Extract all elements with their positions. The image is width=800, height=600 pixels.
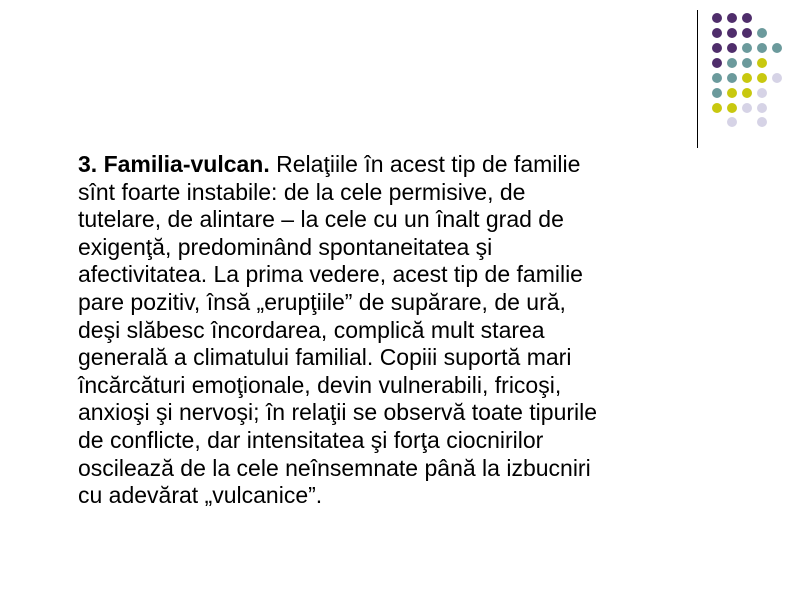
decorative-dot [727, 58, 737, 68]
paragraph-line-11: de conflicte, dar intensitatea şi forţa ciocnirilor [78, 426, 544, 453]
decorative-dot [772, 73, 782, 83]
decorative-dot [712, 28, 722, 38]
decorative-dot [742, 43, 752, 53]
paragraph-family-volcano [78, 151, 768, 510]
paragraph-line-8: generală a climatului familial. Copiii suportă mari [78, 344, 572, 371]
decorative-dot [757, 117, 767, 127]
paragraph-line-10: anxioşi şi nervoşi; în relaţii se observă toate tipurile [78, 399, 598, 426]
decorative-dot [712, 88, 722, 98]
decorative-dot [757, 103, 767, 113]
paragraph-line-6: pare pozitiv, însă „erupţiile” de supărare, de ură, [78, 288, 566, 315]
decorative-dot [757, 73, 767, 83]
decorative-dot [757, 43, 767, 53]
paragraph-line-4: exigenţă, predominând spontaneitatea şi [78, 233, 493, 260]
decorative-dot [742, 58, 752, 68]
decorative-dot [742, 28, 752, 38]
decorative-dot [727, 28, 737, 38]
paragraph-line-5: afectivitatea. La prima vedere, acest tip de familie [78, 261, 583, 288]
decorative-dot [742, 73, 752, 83]
decorative-dot [727, 13, 737, 23]
decorative-dot [712, 103, 722, 113]
decorative-dot [757, 28, 767, 38]
decorative-dot [727, 43, 737, 53]
decorative-dot [757, 88, 767, 98]
decorative-dot [727, 73, 737, 83]
paragraph-line-13: cu adevărat „vulcanice”. [78, 482, 323, 509]
decorative-dot [772, 43, 782, 53]
decorative-dot [727, 88, 737, 98]
decorative-dot [742, 88, 752, 98]
paragraph-line-1-text: Relaţiile în acest tip de familie [269, 151, 581, 177]
paragraph-line-1 [78, 151, 768, 179]
decorative-dot [727, 117, 737, 127]
paragraph-line-7: deşi slăbesc încordarea, complică mult starea [78, 316, 545, 343]
paragraph-line-2: sînt foarte instabile: de la cele permisive, de [78, 178, 526, 205]
paragraph-line-9: încărcături emoţionale, devin vulnerabili, fricoşi, [78, 371, 562, 398]
decorative-dot [712, 43, 722, 53]
decorative-dot [757, 58, 767, 68]
decorative-dot [727, 103, 737, 113]
paragraph-line-12: oscilează de la cele neînsemnate până la izbucniri [78, 454, 591, 481]
decorative-dot [742, 103, 752, 113]
paragraph-line-3: tutelare, de alintare – la cele cu un înalt grad de [78, 206, 564, 233]
decorative-dot-grid [0, 0, 800, 150]
paragraph-heading: 3. Familia-vulcan. [78, 151, 270, 177]
decorative-dot [712, 13, 722, 23]
decorative-dot [712, 58, 722, 68]
decorative-dot [712, 73, 722, 83]
decorative-dot [742, 13, 752, 23]
